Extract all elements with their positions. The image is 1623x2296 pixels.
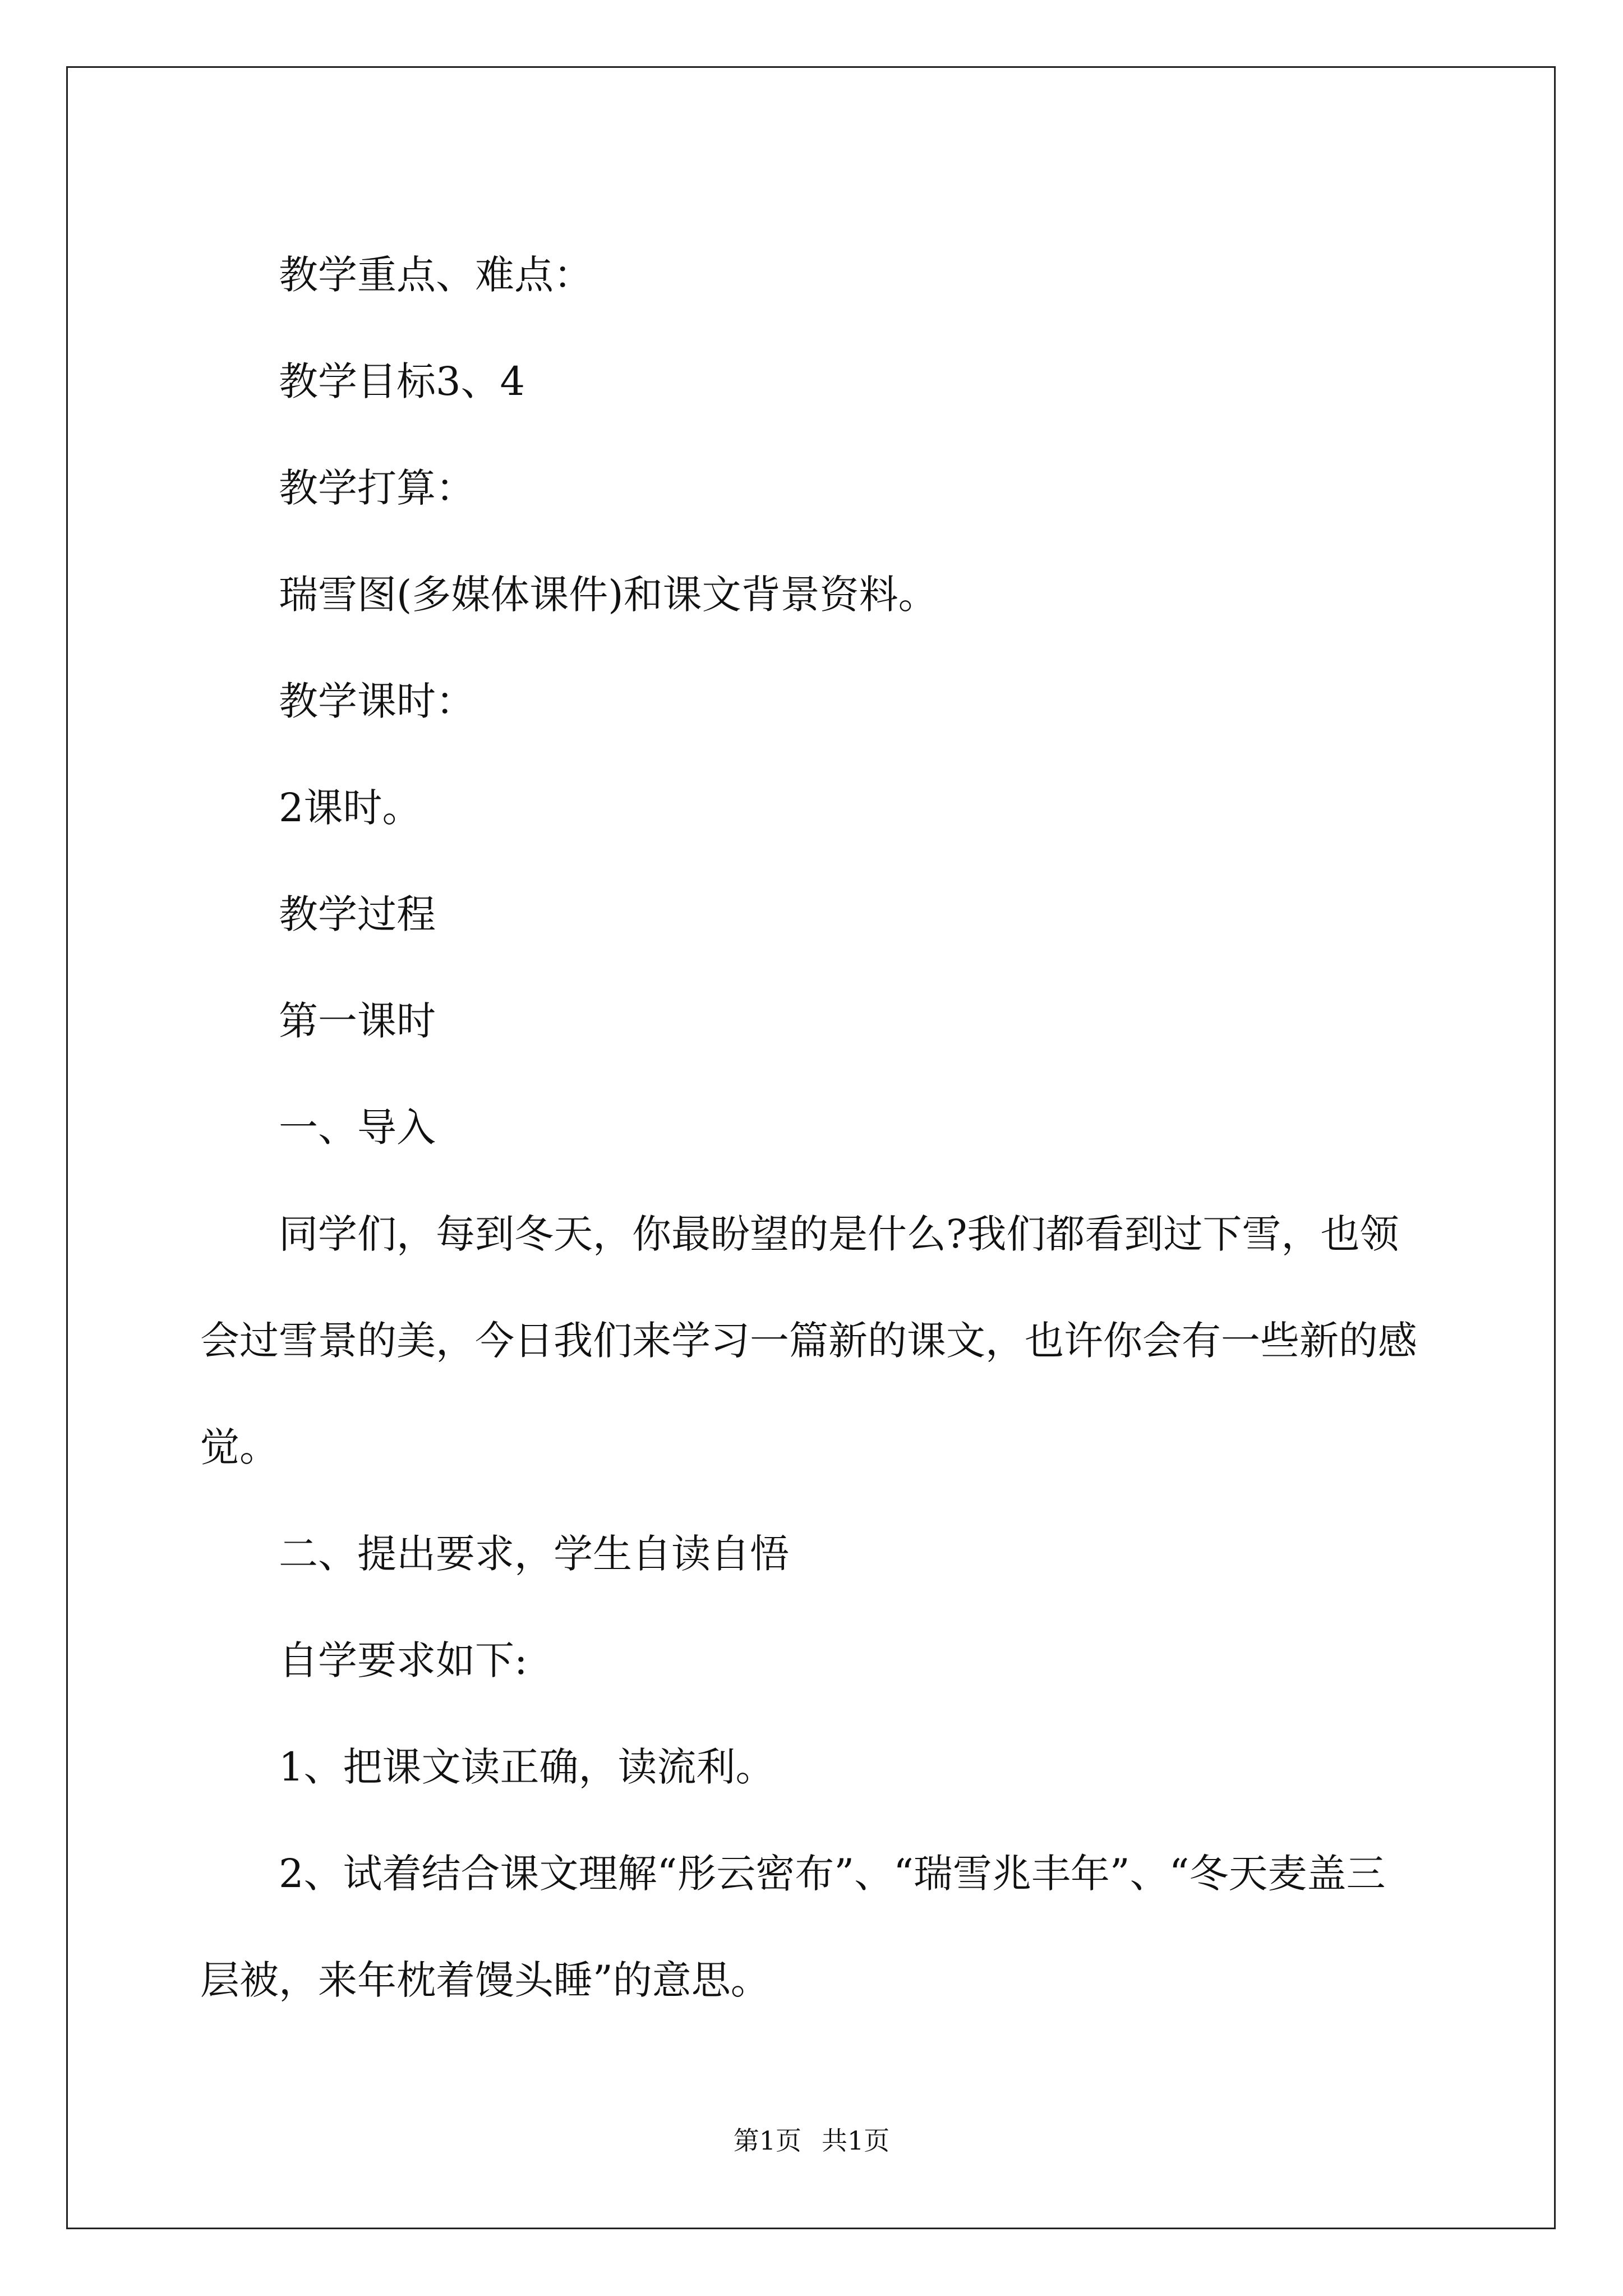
- page-number-total: 共1页: [822, 2125, 890, 2156]
- paragraph-objectives-ref: 教学目标3、4: [279, 358, 525, 404]
- paragraph-class-hours: 2课时。: [279, 785, 422, 831]
- paragraph-introduction-text: 同学们，每到冬天，你最盼望的是什么?我们都看到过下雪，也领会过雪景的美，今日我们来学习一篇新的课文，也许你会有一些新的感觉。: [200, 1211, 1417, 1470]
- page-footer: [0, 2120, 1623, 2157]
- paragraph-process-heading: 教学过程: [279, 891, 436, 937]
- paragraph-preparation-heading: 教学打算：: [279, 465, 475, 511]
- document-body: [200, 222, 1423, 2033]
- paragraph-preparation-materials: 瑞雪图(多媒体课件)和课文背景资料。: [279, 572, 938, 618]
- paragraph-first-lesson: 第一课时: [279, 998, 436, 1044]
- paragraph-requirement-2: 2、试着结合课文理解“彤云密布”、“瑞雪兆丰年”、“冬天麦盖三层被，来年枕着馒头睡”的意思。: [200, 1851, 1386, 2003]
- paragraph-key-points: 教学重点、难点：: [279, 252, 593, 298]
- paragraph-class-hours-heading: 教学课时：: [279, 678, 475, 724]
- paragraph-self-study: 自学要求如下:: [279, 1637, 528, 1683]
- paragraph-introduction-heading: 一、导入: [279, 1105, 436, 1151]
- page-number-current: 第1页: [733, 2125, 801, 2156]
- paragraph-requirement-1: 1、把课文读正确，读流利。: [279, 1744, 775, 1790]
- paragraph-requirements-heading: 二、提出要求，学生自读自悟: [279, 1531, 789, 1577]
